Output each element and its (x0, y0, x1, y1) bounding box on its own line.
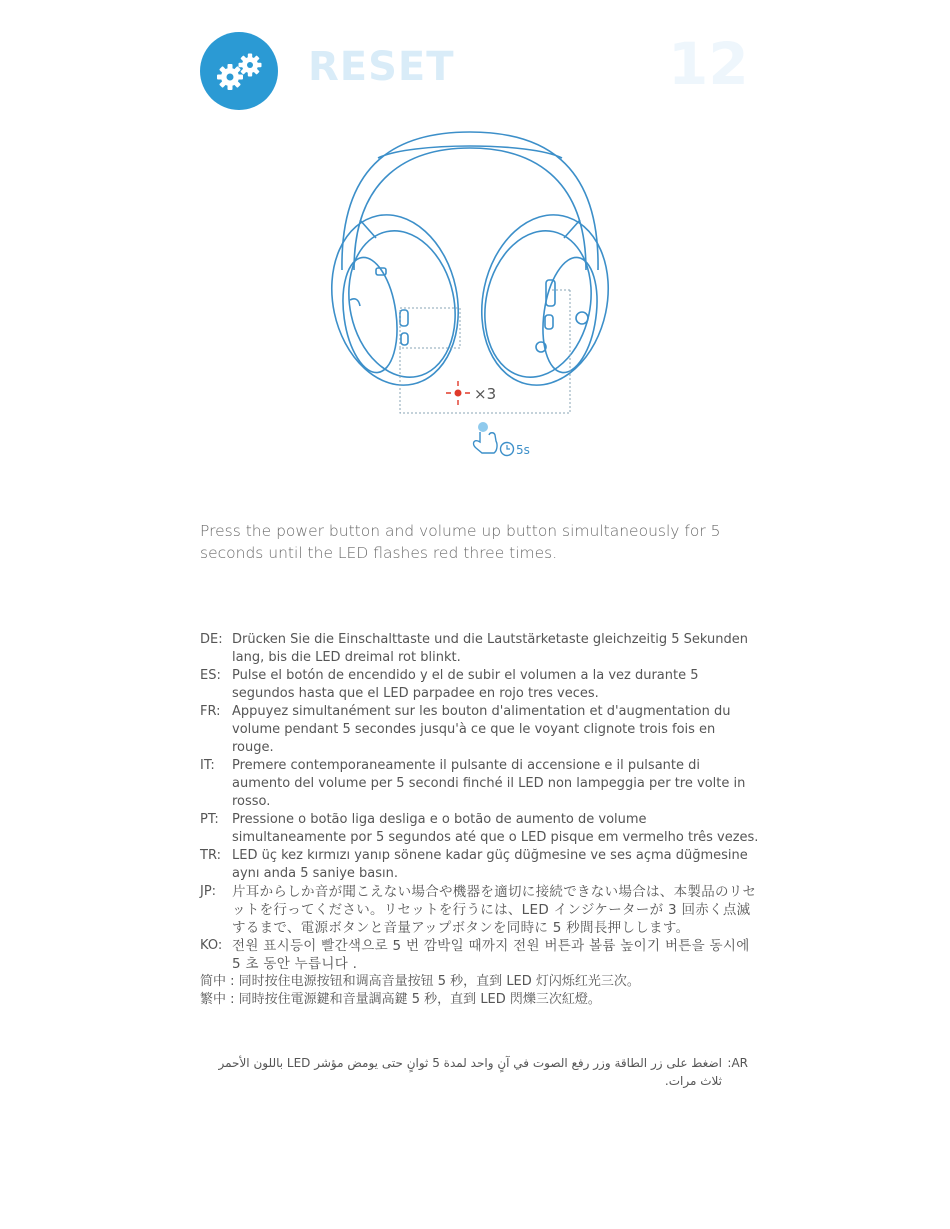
translation-zh-simplified: 简中 : 同时按住电源按钮和调高音量按钮 5 秒，直到 LED 灯闪烁红光三次。 (200, 974, 640, 989)
section-title: RESET (308, 44, 455, 90)
translation-fr (200, 703, 760, 757)
reset-illustration (320, 120, 620, 465)
lang-text: 片耳からしか音が聞こえない場合や機器を適切に接続できない場合は、本製品のリセットを行ってください。リセットを行うには、LED インジケーターが 3 回赤く点滅するまで、電源ボタンと音量アップボタンを同時に 5 秒間長押しします。 (232, 884, 757, 936)
lang-code: PT: (200, 812, 219, 827)
lang-code: JP: (200, 884, 217, 899)
lang-text: 전원 표시등이 빨간색으로 5 번 깜박일 때까지 전원 버튼과 볼륨 높이기 버튼을 동시에 5 초 동안 누릅니다 . (232, 938, 750, 972)
lang-code: IT: (200, 758, 215, 773)
lang-code: ES: (200, 668, 221, 683)
lang-code: :AR (727, 1056, 748, 1070)
lang-text: اضغط على زر الطاقة وزر رفع الصوت في آنٍ واحد لمدة 5 ثوانٍ حتى يومض مؤشر LED باللون الأحمر ثلاث مرات. (218, 1056, 722, 1088)
translation-tr (200, 847, 760, 883)
lang-code: TR: (200, 848, 221, 863)
lang-text: Pulse el botón de encendido y el de subir el volumen a la vez durante 5 segundos hasta que el LED parpadee en rojo tres veces. (232, 668, 699, 701)
main-instruction: Press the power button and volume up button simultaneously for 5 seconds until the LED flashes red three times. (200, 522, 721, 562)
lang-code: DE: (200, 632, 223, 647)
translation-ar (200, 1054, 748, 1090)
hold-duration: 5s (516, 443, 530, 457)
gears-icon (200, 32, 278, 110)
led-indicator-icon (446, 381, 470, 405)
translation-zh-traditional: 繁中 : 同時按住電源鍵和音量調高鍵 5 秒，直到 LED 閃爍三次紅燈。 (200, 992, 601, 1007)
translation-de (200, 631, 760, 667)
lang-text: Premere contemporaneamente il pulsante di accensione e il pulsante di aumento del volume per 5 secondi finché il LED non lampeggia per tre volte in rosso. (232, 758, 746, 809)
translation-jp (200, 883, 760, 937)
lang-code: FR: (200, 704, 221, 719)
finger-press-icon (473, 422, 497, 453)
page-number: 12 (668, 30, 749, 98)
timer-icon (501, 443, 514, 456)
headphones-icon (320, 132, 620, 397)
lang-text: Drücken Sie die Einschalttaste und die Lautstärketaste gleichzeitig 5 Sekunden lang, bis die LED dreimal rot blinkt. (232, 632, 748, 665)
translations-list (200, 631, 760, 1009)
lang-text: Pressione o botão liga desliga e o botão de aumento de volume simultaneamente por 5 segundos até que o LED pisque em vermelho três vezes. (232, 812, 759, 845)
translation-it (200, 757, 760, 811)
translation-ko (200, 937, 760, 973)
lang-text: LED üç kez kırmızı yanıp sönene kadar güç düğmesine ve ses açma düğmesine aynı anda 5 saniye basın. (232, 848, 748, 881)
reset-badge (200, 32, 278, 110)
translation-es (200, 667, 760, 703)
lang-code: KO: (200, 938, 223, 953)
led-flash-count: ×3 (474, 385, 497, 403)
lang-text: Appuyez simultanément sur les bouton d'alimentation et d'augmentation du volume pendant 5 secondes jusqu'à ce que le voyant clignote trois fois en rouge. (232, 704, 731, 755)
translation-pt (200, 811, 760, 847)
